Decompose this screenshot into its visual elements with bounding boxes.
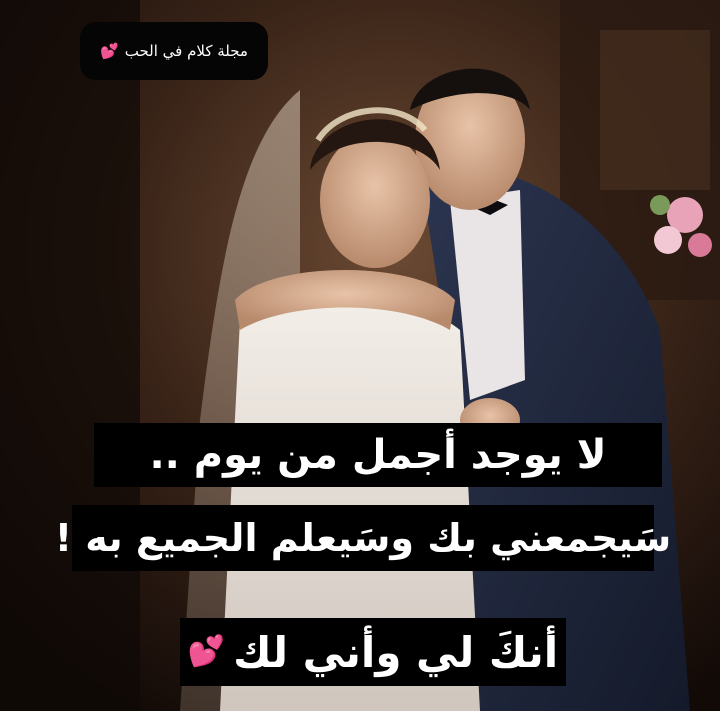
magazine-name: مجلة كلام في الحب bbox=[124, 42, 248, 60]
caption-text-2: سَيجمعني بك وسَيعلم الجميع به ! bbox=[54, 516, 672, 560]
caption-line-3 bbox=[180, 618, 566, 686]
caption-line-1 bbox=[94, 423, 662, 487]
magazine-badge bbox=[80, 22, 268, 80]
caption-text-3: أنكَ لي وأني لك bbox=[233, 627, 559, 677]
heart-emoji-icon: 💕 bbox=[187, 634, 226, 669]
heart-emoji-icon: 💕 bbox=[100, 41, 119, 60]
caption-line-2 bbox=[54, 505, 672, 571]
caption-text-1: لا يوجد أجمل من يوم .. bbox=[149, 432, 607, 478]
